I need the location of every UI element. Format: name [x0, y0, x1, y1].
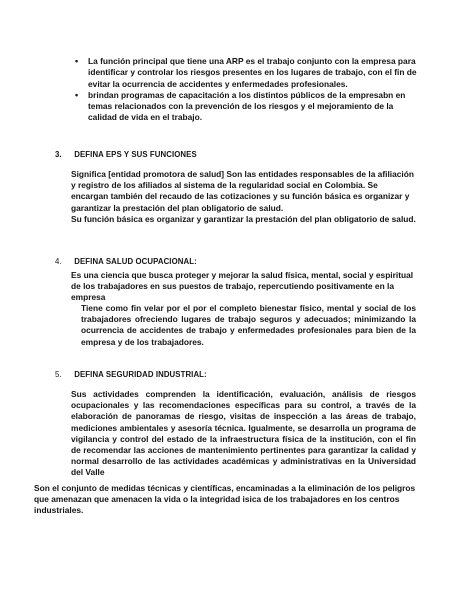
- section-title: DEFINA SEGURIDAD INDUSTRIAL:: [74, 370, 207, 379]
- section-4-heading: [55, 257, 197, 267]
- list-item: [74, 56, 419, 90]
- arp-bullet-list: [74, 56, 419, 124]
- section-title: DEFINA SALUD OCUPACIONAL:: [74, 257, 197, 266]
- section-number: 5.: [55, 370, 62, 379]
- section-3-paragraph-2: Su función básica es organizar y garantizar la prestación del plan obligatorio de salud.: [71, 214, 416, 224]
- section-4-paragraph: Es una ciencia que busca proteger y mejorar la salud física, mental, social y espiritual de los trabajadores en sus puestos de trabajo, repercutiendo positivamente en la empresa: [71, 270, 414, 303]
- section-title: DEFINA EPS Y SUS FUNCIONES: [74, 150, 197, 159]
- bullet-text: La función principal que tiene una ARP es el trabajo conjunto con la empresa para identificar y controlar los riesgos presentes en los lugares de trabajo, con el fin de evitar la ocurrencia de accidentes y enfermedades profesionales.: [88, 56, 417, 89]
- section-number: 4.: [55, 257, 62, 266]
- list-item: [74, 90, 419, 124]
- bullet-icon: •: [75, 89, 79, 100]
- bullet-text: brindan programas de capacitación a los distintos públicos de la empresabn en temas relacionados con la prevención de los riesgos y el mejoramiento de la calidad de vida en el trabajo.: [88, 89, 406, 123]
- section-number: 3.: [55, 150, 62, 159]
- section-5-heading: [55, 370, 207, 380]
- section-3-paragraph: Significa [entidad promotora de salud] Son las entidades responsables de la afiliación y registro de los afiliados al sistema de la regularidad social en Colombia. Se encargan también del recaudo de las cotizaciones y su función básica es organizar y garantizar la prestación del plan obligatorio de salud.: [71, 169, 414, 213]
- bullet-icon: •: [75, 56, 79, 66]
- section-5-paragraph-2: Son el conjunto de medidas técnicas y científicas, encaminadas a la eliminación de los peligros que amenazan que amenacen la vida o la integridad isica de los trabajadores en los centros industriales.: [34, 483, 416, 516]
- section-3-heading: [55, 150, 197, 160]
- section-5-paragraph: Sus actividades comprenden la identificación, evaluación, análisis de riesgos ocupacionales y las recomendaciones específicas para su control, a través de la elaboración de panoramas de riesgo, visitas de inspección a las áreas de trabajo, mediciones ambientales y asesoría técnica. Igualmente, se desarrolla un programa de vigilancia y control del estado de la infraestructura física de la institución, con el fin de recomendar las acciones de mantenimiento pertinentes para garantizar la calidad y normal desarrollo de las actividades académicas y administrativas en la Universidad del Valle: [71, 389, 416, 478]
- section-4-paragraph-2: Tiene como fin velar por el por el completo bienestar físico, mental y social de los trabajadores ofreciendo lugares de trabajo seguros y adecuados; minimizando la ocurrencia de accidentes de trabajo y enfermedades profesionales para bien de la empresa y de los trabajadores.: [81, 303, 416, 347]
